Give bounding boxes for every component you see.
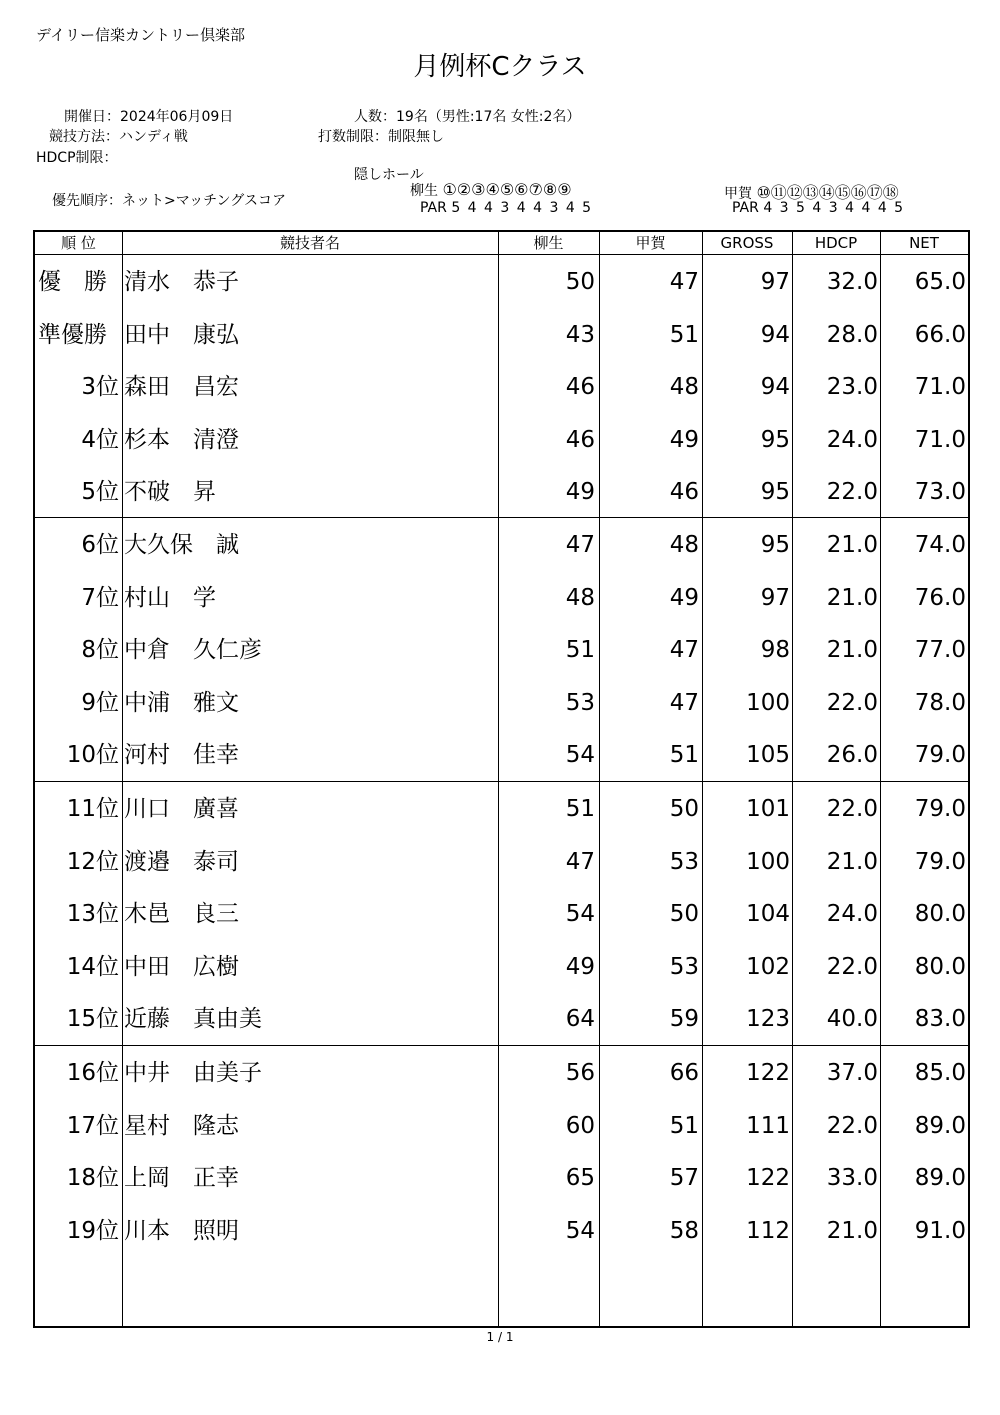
net-cell: 85.0 [914, 1060, 966, 1086]
gross-cell: 123 [746, 1006, 790, 1032]
front-score-cell: 49 [565, 479, 595, 505]
back-score-cell: 49 [669, 426, 699, 453]
table-row [35, 677, 968, 729]
out-course-par [420, 200, 591, 216]
gross-cell: 111 [746, 1112, 790, 1139]
back-score-cell: 66 [669, 1060, 699, 1086]
gross-cell: 98 [760, 637, 790, 663]
gross-cell: 122 [746, 1165, 790, 1191]
rank-cell: 優 勝 [38, 269, 107, 295]
table-row [35, 993, 968, 1045]
front-score-cell: 50 [565, 269, 595, 295]
name-cell: 清水 恭子 [124, 269, 239, 295]
hdcp-cell: 22.0 [826, 953, 878, 980]
table-row [35, 1047, 968, 1099]
header-back: 甲賀 [635, 234, 666, 252]
back-score-cell: 57 [669, 1165, 699, 1191]
in-hole-numbers: ⑩⑪⑫⑬⑭⑮⑯⑰⑱ [756, 183, 899, 202]
front-score-cell: 54 [565, 742, 595, 768]
rank-cell: 16位 [66, 1060, 119, 1086]
back-score-cell: 53 [669, 953, 699, 980]
table-row [35, 466, 968, 518]
results-table [33, 230, 970, 1328]
method-value: ハンディ戦 [119, 129, 188, 145]
priority-value: ネット>マッチングスコア [122, 193, 287, 209]
net-cell: 65.0 [914, 269, 966, 295]
priority-label: 優先順序： [52, 193, 122, 209]
hdcp-cell: 21.0 [826, 848, 878, 875]
back-score-cell: 51 [669, 321, 699, 348]
hdcp-cell: 22.0 [826, 689, 878, 716]
hdcp-cell: 21.0 [826, 532, 878, 558]
rank-cell: 12位 [66, 848, 119, 875]
hdcp-cell: 37.0 [826, 1060, 878, 1086]
net-cell: 74.0 [914, 532, 966, 558]
net-cell: 80.0 [914, 953, 966, 980]
rank-cell: 3位 [81, 374, 119, 400]
gross-cell: 100 [746, 848, 790, 875]
net-cell: 79.0 [914, 848, 966, 875]
back-score-cell: 51 [669, 1112, 699, 1139]
out-course-holes [410, 180, 572, 200]
hdcp-cell: 26.0 [826, 742, 878, 768]
name-cell: 星村 隆志 [124, 1112, 239, 1139]
name-cell: 村山 学 [124, 584, 216, 611]
table-row [35, 572, 968, 624]
date-value: 2024年06月09日 [120, 109, 234, 125]
club-name: デイリー信楽カントリー倶楽部 [36, 26, 245, 44]
gross-cell: 105 [746, 742, 790, 768]
name-cell: 上岡 正幸 [124, 1165, 239, 1191]
gross-cell: 104 [746, 901, 790, 927]
net-cell: 79.0 [914, 796, 966, 822]
net-cell: 89.0 [914, 1165, 966, 1191]
front-score-cell: 47 [565, 848, 595, 875]
front-score-cell: 48 [565, 584, 595, 611]
net-cell: 83.0 [914, 1006, 966, 1032]
table-row [35, 414, 968, 466]
out-par-label: PAR [420, 200, 447, 216]
front-score-cell: 47 [565, 532, 595, 558]
front-score-cell: 54 [565, 901, 595, 927]
back-score-cell: 46 [669, 479, 699, 505]
back-score-cell: 48 [669, 532, 699, 558]
hdcp-cell: 33.0 [826, 1165, 878, 1191]
out-course-name: 柳生 [410, 183, 438, 199]
table-row [35, 1152, 968, 1204]
hdcp-limit-label: HDCP制限： [36, 150, 118, 166]
name-cell: 川本 照明 [124, 1217, 239, 1244]
back-score-cell: 47 [669, 637, 699, 663]
count-label: 人数： [354, 109, 396, 125]
gross-cell: 101 [746, 796, 790, 822]
gross-cell: 97 [760, 269, 790, 295]
back-score-cell: 51 [669, 742, 699, 768]
net-cell: 78.0 [914, 689, 966, 716]
rank-cell: 11位 [66, 796, 119, 822]
name-cell: 木邑 良三 [124, 901, 239, 927]
hdcp-cell: 24.0 [826, 426, 878, 453]
out-par-values: 5 4 4 3 4 4 3 4 5 [451, 200, 592, 216]
hdcp-cell: 21.0 [826, 637, 878, 663]
back-score-cell: 50 [669, 796, 699, 822]
header-name: 競技者名 [279, 234, 340, 252]
header-rank: 順 位 [61, 234, 96, 252]
rank-cell: 5位 [81, 479, 119, 505]
net-cell: 73.0 [914, 479, 966, 505]
table-row [35, 836, 968, 888]
net-cell: 66.0 [914, 321, 966, 348]
front-score-cell: 46 [565, 426, 595, 453]
net-cell: 89.0 [914, 1112, 966, 1139]
date-info [64, 106, 233, 126]
table-row [35, 624, 968, 676]
gross-cell: 95 [760, 532, 790, 558]
hdcp-cell: 28.0 [826, 321, 878, 348]
net-cell: 80.0 [914, 901, 966, 927]
table-row [35, 888, 968, 940]
gross-cell: 102 [746, 953, 790, 980]
table-row [35, 1205, 968, 1257]
table-row [35, 519, 968, 571]
net-cell: 76.0 [914, 584, 966, 611]
name-cell: 中倉 久仁彦 [124, 637, 262, 663]
net-cell: 79.0 [914, 742, 966, 768]
gross-cell: 94 [760, 321, 790, 348]
rank-cell: 13位 [66, 901, 119, 927]
front-score-cell: 53 [565, 689, 595, 716]
gross-cell: 95 [760, 426, 790, 453]
header-net: NET [909, 234, 939, 252]
rank-cell: 15位 [66, 1006, 119, 1032]
net-cell: 71.0 [914, 426, 966, 453]
in-par-label: PAR [732, 200, 759, 216]
in-course-name: 甲賀 [724, 186, 752, 202]
in-par-values: 4 3 5 4 3 4 4 4 5 [763, 200, 904, 216]
method-info [49, 126, 188, 146]
priority-info [52, 190, 286, 210]
header-front: 柳生 [533, 234, 564, 252]
name-cell: 大久保 誠 [124, 532, 239, 558]
back-score-cell: 58 [669, 1217, 699, 1244]
table-row [35, 256, 968, 308]
gross-cell: 94 [760, 374, 790, 400]
table-row [35, 1100, 968, 1152]
back-score-cell: 59 [669, 1006, 699, 1032]
stroke-limit-info [318, 126, 444, 146]
table-row [35, 361, 968, 413]
gross-cell: 95 [760, 479, 790, 505]
rank-cell: 6位 [81, 532, 119, 558]
rank-cell: 18位 [66, 1165, 119, 1191]
name-cell: 中田 広樹 [124, 953, 239, 980]
count-info [354, 106, 580, 126]
name-cell: 森田 昌宏 [124, 374, 239, 400]
stroke-limit-value: 制限無し [388, 129, 444, 145]
hdcp-cell: 22.0 [826, 1112, 878, 1139]
hdcp-cell: 40.0 [826, 1006, 878, 1032]
gross-cell: 97 [760, 584, 790, 611]
front-score-cell: 43 [565, 321, 595, 348]
rank-cell: 準優勝 [38, 321, 107, 348]
table-row [35, 783, 968, 835]
name-cell: 田中 康弘 [124, 321, 239, 348]
rank-cell: 8位 [81, 637, 119, 663]
front-score-cell: 51 [565, 637, 595, 663]
table-row [35, 729, 968, 781]
hdcp-cell: 32.0 [826, 269, 878, 295]
rank-cell: 19位 [66, 1217, 119, 1244]
name-cell: 不破 昇 [124, 479, 216, 505]
page-number: 1 / 1 [486, 1330, 514, 1344]
hdcp-cell: 23.0 [826, 374, 878, 400]
hdcp-cell: 24.0 [826, 901, 878, 927]
back-score-cell: 50 [669, 901, 699, 927]
rank-cell: 10位 [66, 742, 119, 768]
back-score-cell: 49 [669, 584, 699, 611]
front-score-cell: 49 [565, 953, 595, 980]
back-score-cell: 48 [669, 374, 699, 400]
method-label: 競技方法： [49, 129, 119, 145]
rank-cell: 9位 [81, 689, 119, 716]
rank-cell: 4位 [81, 426, 119, 453]
net-cell: 91.0 [914, 1217, 966, 1244]
rank-cell: 7位 [81, 584, 119, 611]
back-score-cell: 47 [669, 689, 699, 716]
out-hole-numbers: ①②③④⑤⑥⑦⑧⑨ [442, 180, 572, 199]
name-cell: 杉本 清澄 [124, 426, 239, 453]
front-score-cell: 64 [565, 1006, 595, 1032]
hidden-hole-label: 隠しホール [354, 167, 424, 183]
net-cell: 71.0 [914, 374, 966, 400]
name-cell: 中浦 雅文 [124, 689, 239, 716]
page-title: 月例杯Cクラス [413, 52, 587, 82]
header-hdcp: HDCP [814, 234, 858, 252]
in-course-par [732, 200, 903, 216]
name-cell: 渡邉 泰司 [124, 848, 239, 875]
stroke-limit-label: 打数制限： [318, 129, 388, 145]
gross-cell: 112 [746, 1217, 790, 1244]
rank-cell: 17位 [66, 1112, 119, 1139]
back-score-cell: 53 [669, 848, 699, 875]
header-gross: GROSS [720, 234, 774, 252]
table-row [35, 941, 968, 993]
gross-cell: 122 [746, 1060, 790, 1086]
name-cell: 川口 廣喜 [124, 796, 239, 822]
name-cell: 中井 由美子 [124, 1060, 262, 1086]
front-score-cell: 65 [565, 1165, 595, 1191]
hdcp-cell: 21.0 [826, 584, 878, 611]
front-score-cell: 56 [565, 1060, 595, 1086]
net-cell: 77.0 [914, 637, 966, 663]
date-label: 開催日： [64, 109, 120, 125]
hdcp-cell: 22.0 [826, 479, 878, 505]
name-cell: 河村 佳幸 [124, 742, 239, 768]
hdcp-cell: 21.0 [826, 1217, 878, 1244]
table-row [35, 309, 968, 361]
back-score-cell: 47 [669, 269, 699, 295]
front-score-cell: 51 [565, 796, 595, 822]
name-cell: 近藤 真由美 [124, 1006, 262, 1032]
gross-cell: 100 [746, 689, 790, 716]
count-value: 19名（男性:17名 女性:2名） [396, 109, 581, 125]
front-score-cell: 54 [565, 1217, 595, 1244]
rank-cell: 14位 [66, 953, 119, 980]
front-score-cell: 46 [565, 374, 595, 400]
front-score-cell: 60 [565, 1112, 595, 1139]
hdcp-cell: 22.0 [826, 796, 878, 822]
